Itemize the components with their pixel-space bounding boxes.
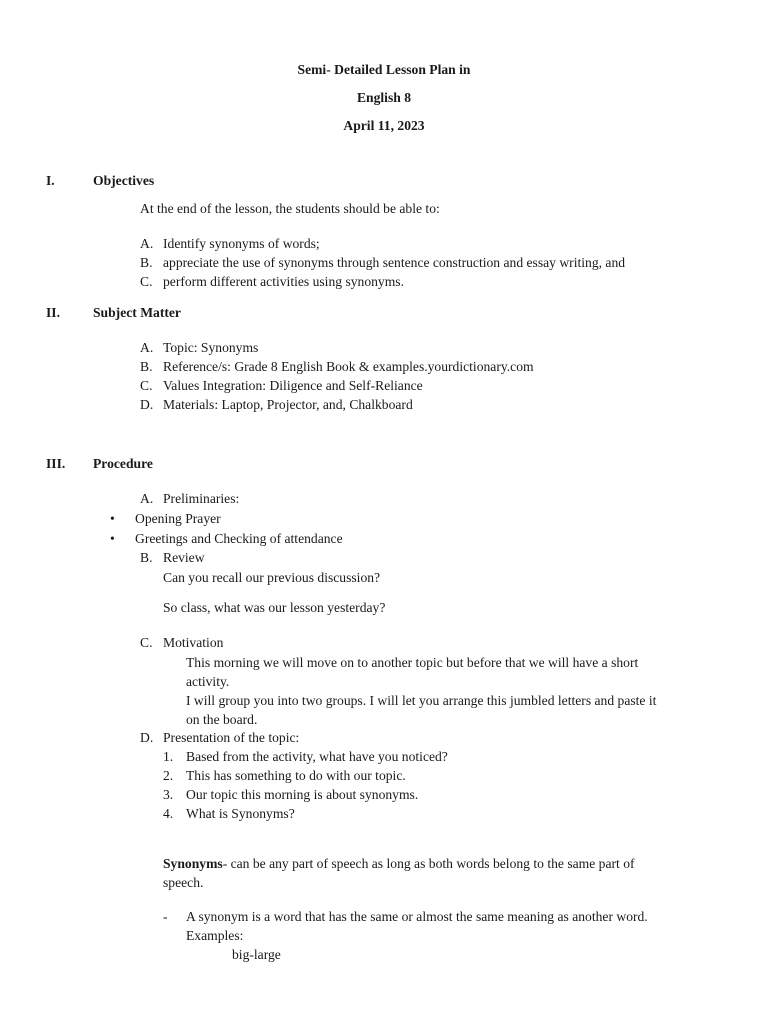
presentation-number: 1. — [163, 749, 174, 764]
subject-letter: D. — [140, 397, 154, 412]
presentation-item: This has something to do with our topic. — [186, 768, 406, 783]
examples-label: Examples: — [186, 928, 244, 943]
subject-text: Topic: Synonyms — [163, 340, 259, 355]
example-item: big-large — [232, 947, 281, 962]
procedure-presentation: Presentation of the topic: — [163, 730, 300, 745]
motivation-line: activity. — [186, 674, 230, 689]
bullet-icon: • — [110, 511, 115, 526]
synonym-explanation: A synonym is a word that has the same or almost the same meaning as another word. — [186, 909, 648, 924]
procedure-review: Review — [163, 550, 205, 565]
document-date: April 11, 2023 — [343, 118, 425, 133]
review-line: So class, what was our lesson yesterday? — [163, 600, 386, 615]
definition-text-continued: speech. — [163, 875, 204, 890]
presentation-number: 4. — [163, 806, 174, 821]
objective-text: perform different activities using synonyms. — [163, 274, 404, 289]
subject-letter: C. — [140, 378, 153, 393]
section-numeral-procedure: III. — [46, 456, 66, 471]
objective-letter: C. — [140, 274, 153, 289]
procedure-motivation: Motivation — [163, 635, 224, 650]
procedure-letter: C. — [140, 635, 153, 650]
objective-text: Identify synonyms of words; — [163, 236, 320, 251]
document-title-line2: English 8 — [356, 90, 412, 105]
objective-letter: B. — [140, 255, 153, 270]
document-title-line1: Semi- Detailed Lesson Plan in — [297, 62, 471, 77]
procedure-preliminaries: Preliminaries: — [163, 491, 240, 506]
motivation-line: on the board. — [186, 712, 258, 727]
subject-letter: A. — [140, 340, 154, 355]
procedure-letter: B. — [140, 550, 153, 565]
definition-text: - can be any part of speech as long as both words belong to the same part of — [222, 856, 635, 871]
presentation-item: Based from the activity, what have you noticed? — [186, 749, 448, 764]
subject-letter: B. — [140, 359, 153, 374]
section-numeral-objectives: I. — [46, 173, 55, 188]
presentation-number: 3. — [163, 787, 174, 802]
presentation-item: Our topic this morning is about synonyms. — [186, 787, 419, 802]
presentation-number: 2. — [163, 768, 174, 783]
section-title-objectives: Objectives — [93, 173, 155, 188]
bullet-icon: • — [110, 531, 115, 546]
section-numeral-subject-matter: II. — [46, 305, 60, 320]
subject-text: Reference/s: Grade 8 English Book & examples.yourdictionary.com — [163, 359, 534, 374]
procedure-letter: A. — [140, 491, 154, 506]
synonyms-definition — [163, 854, 635, 873]
objective-text: appreciate the use of synonyms through sentence construction and essay writing, and — [163, 255, 626, 270]
bullet-item: Greetings and Checking of attendance — [135, 531, 343, 546]
bullet-item: Opening Prayer — [135, 511, 221, 526]
subject-text: Materials: Laptop, Projector, and, Chalkboard — [163, 397, 413, 412]
procedure-letter: D. — [140, 730, 154, 745]
dash-marker: - — [163, 909, 168, 924]
subject-text: Values Integration: Diligence and Self-Reliance — [163, 378, 423, 393]
motivation-line: This morning we will move on to another topic but before that we will have a short — [186, 655, 639, 670]
presentation-item: What is Synonyms? — [186, 806, 295, 821]
review-line: Can you recall our previous discussion? — [163, 570, 381, 585]
section-title-subject-matter: Subject Matter — [93, 305, 181, 320]
objective-letter: A. — [140, 236, 154, 251]
objectives-intro: At the end of the lesson, the students should be able to: — [140, 201, 440, 216]
definition-term: Synonyms — [163, 856, 223, 871]
motivation-line: I will group you into two groups. I will let you arrange this jumbled letters and paste it — [186, 693, 657, 708]
section-title-procedure: Procedure — [93, 456, 153, 471]
